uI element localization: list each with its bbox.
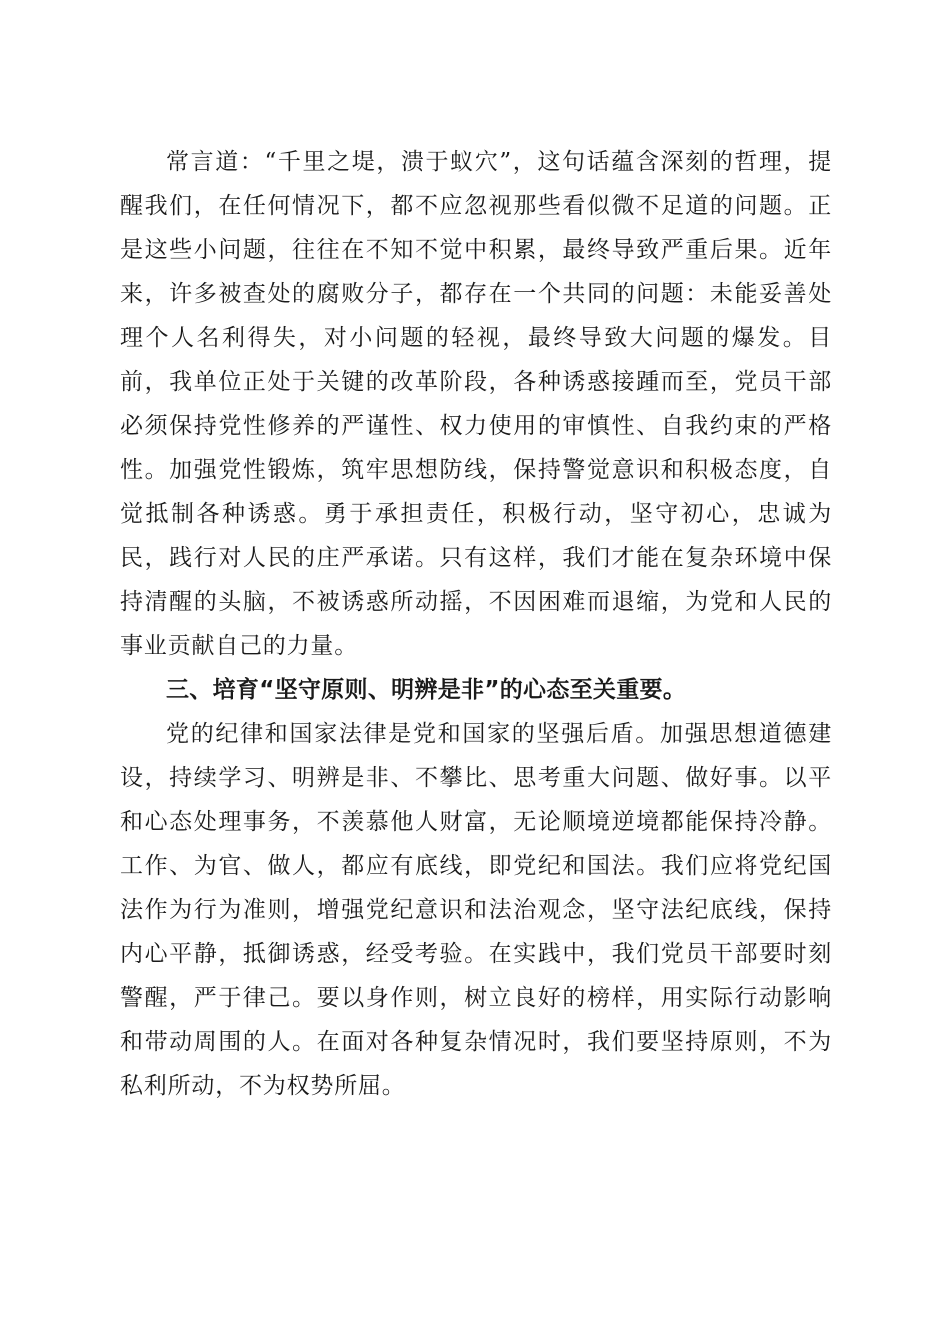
document-body [120,140,832,1108]
body-paragraph-1: 常言道：“千里之堤，溃于蚁穴”，这句话蕴含深刻的哲理，提醒我们，在任何情况下，都不应忽视那些看似微不足道的问题。正是这些小问题，往往在不知不觉中积累，最终导致严重后果。近年来，许多被查处的腐败分子，都存在一个共同的问题：未能妥善处理个人名利得失，对小问题的轻视，最终导致大问题的爆发。目前，我单位正处于关键的改革阶段，各种诱惑接踵而至，党员干部必须保持党性修养的严谨性、权力使用的审慎性、自我约束的严格性。加强党性锻炼，筑牢思想防线，保持警觉意识和积极态度，自觉抵制各种诱惑。勇于承担责任，积极行动，坚守初心，忠诚为民，践行对人民的庄严承诺。只有这样，我们才能在复杂环境中保持清醒的头脑，不被诱惑所动摇，不因困难而退缩，为党和人民的事业贡献自己的力量。 [120,149,832,659]
section-heading: 三、培育“坚守原则、明辨是非”的心态至关重要。 [166,677,687,703]
body-paragraph-2: 党的纪律和国家法律是党和国家的坚强后盾。加强思想道德建设，持续学习、明辨是非、不攀比、思考重大问题、做好事。以平和心态处理事务，不羡慕他人财富，无论顺境逆境都能保持冷静。工作、为官、做人，都应有底线，即党纪和国法。我们应将党纪国法作为行为准则，增强党纪意识和法治观念，坚守法纪底线，保持内心平静，抵御诱惑，经受考验。在实践中，我们党员干部要时刻警醒，严于律己。要以身作则，树立良好的榜样，用实际行动影响和带动周围的人。在面对各种复杂情况时，我们要坚持原则，不为私利所动，不为权势所屈。 [120,721,832,1099]
